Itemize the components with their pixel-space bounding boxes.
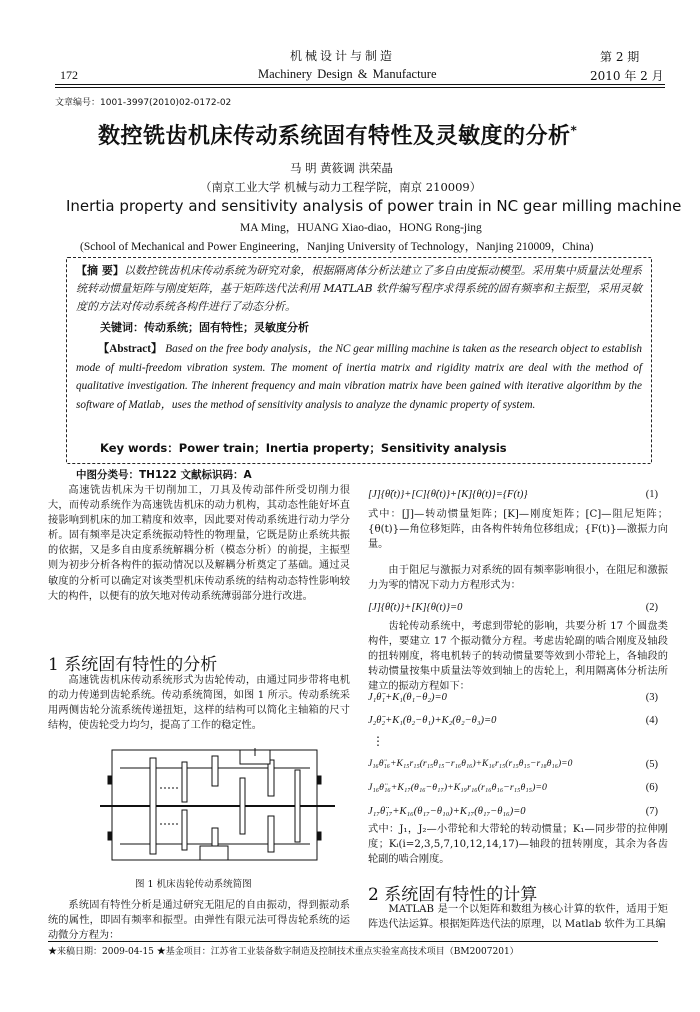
gear-8	[268, 816, 274, 852]
paragraph-damping-text: 由于阻尼与激振力对系统的固有频率影响很小，在阻尼和激振力为零的情况下动力方程形式为：	[368, 565, 668, 592]
section-2-paragraph: MATLAB 是一个以矩阵和数组为核心计算的软件，适用于矩阵迭代法运算。根据矩阵迭代法的原理，以 Matlab 软件为工具编	[368, 904, 668, 931]
equation-1	[368, 489, 668, 500]
gear-9	[295, 770, 300, 842]
classification: 中图分类号：TH122 文献标识码：A	[76, 469, 252, 481]
keywords-cn: 关键词：传动系统；固有特性；灵敏度分析	[100, 321, 309, 334]
equation-3-text: J₁θ̈₁+K₁(θ₁−θ₂)=0	[368, 692, 447, 703]
gear-7	[268, 760, 274, 796]
equation-7	[368, 806, 668, 817]
output-block	[200, 846, 228, 860]
journal-name-cn: 机械设计与制造	[290, 49, 396, 63]
gear-1	[150, 758, 156, 854]
intro-paragraph	[48, 483, 350, 604]
abstract-en-text: Based on the free body analysis，the NC gear milling machine is taken as the research object to establish mode of multi-freedom vibration system. The moment of inertia matrix and rigidity matrix are deal with the method of qualitative investigation. The inherent frequency and main vibration matrix have been gained with iterative algorithm by the software of Matlab，uses the method of sensitivity analysis to analyze the dynamic property of system.	[76, 343, 642, 411]
equation-5	[368, 759, 668, 769]
equation-5-text: J₁₆θ̈₁₆+K₁₅r₁₅(r₁₅θ₁₅−r₁₆θ₁₆)+K₁₆r₁₅(r₁₅θ₁₅−r₁₈θ₁₆)=0	[368, 759, 573, 769]
equation-4-number: (4)	[645, 715, 658, 726]
equation-2-number: (2)	[645, 602, 658, 613]
section-2-text	[368, 902, 668, 932]
paragraph-gear-system	[368, 619, 668, 694]
journal-name-en: Machinery Design & Manufacture	[258, 67, 437, 81]
after-figure-text: 系统固有特性分析是通过研究无阻尼的自由振动，得到振动系统的属性，即固有频率和振型。由弹性有限元法可得齿轮系统的运动微分方程为：	[48, 900, 350, 942]
issue-number: 第 2 期	[600, 50, 640, 64]
section-1-paragraph: 高速铣齿机床传动系统形式为齿轮传动，由通过同步带将电机的动力传递到齿轮系统。传动系统简图，如图 1 所示。传动系统采用两侧齿轮分流系统传递扭矩，这样的结构可以简化主轴箱的尺寸结构，使齿轮受力均匀，提高了工作的稳定性。	[48, 675, 350, 732]
page-number: 172	[60, 68, 78, 82]
equation-3	[368, 692, 668, 703]
section-1-text	[48, 673, 350, 733]
equation-7-number: (7)	[645, 806, 658, 817]
after-figure-paragraph	[48, 898, 350, 943]
issue-date: 2010 年 2 月	[590, 69, 664, 83]
title-en: Inertia property and sensitivity analysis of power train in NC gear milling machine	[66, 197, 682, 215]
left-bearing-bottom	[108, 832, 112, 840]
right-bearing-top	[317, 776, 321, 784]
section-2-title: 2 系统固有特性的计算	[368, 885, 538, 905]
abstract-cn-label: 【摘 要】	[76, 264, 124, 277]
equation-4	[368, 715, 668, 726]
paragraph-damping	[368, 563, 668, 593]
equation-ellipsis: ⋮	[372, 734, 384, 748]
article-id: 文章编号：1001-3997(2010)02-0172-02	[55, 98, 232, 108]
affiliation-cn: （南京工业大学 机械与动力工程学院，南京 210009）	[200, 180, 482, 194]
equation-7-explanation: 式中：J₁，J₂—小带轮和大带轮的转动惯量；K₁—同步带的拉伸刚度；Kᵢ(i=2,3,5,7,10,12,14,17)—轴段的扭转刚度，其余为各齿轮副的啮合刚度。	[368, 824, 668, 866]
gear-6	[240, 778, 245, 834]
abstract-en-label: 【Abstract】	[98, 343, 163, 355]
equation-6	[368, 782, 668, 793]
equation-1-number: (1)	[645, 489, 658, 500]
right-bearing-bottom	[317, 832, 321, 840]
equation-1-explanation: 式中：[J]—转动惯量矩阵；[K]—刚度矩阵；[C]—阻尼矩阵；{θ(t)}—角位移矩阵，由各构件转角位移组成；{F(t)}—激振力向量。	[368, 509, 668, 551]
affiliation-en: (School of Mechanical and Power Engineering，Nanjing University of Technology，Nanjing 210009，China)	[80, 241, 594, 253]
equation-4-text: J₂θ̈₂+K₁(θ₂−θ₁)+K₂(θ₂−θ₃)=0	[368, 715, 497, 726]
left-bearing-top	[108, 776, 112, 784]
authors-en: MA Ming，HUANG Xiao-diao，HONG Rong-jing	[240, 222, 482, 234]
footnote-rule	[48, 941, 658, 942]
abstract-cn	[76, 262, 642, 316]
title-cn	[98, 119, 577, 150]
equation-1-text: [J]{θ̈(t)}+[C]{θ̇(t)}+[K]{θ(t)}={F(t)}	[368, 489, 528, 500]
gear-4	[212, 756, 218, 786]
gear-2	[182, 762, 187, 802]
paragraph-gear-system-text: 齿轮传动系统中，考虑到带轮的影响，共要分析 17 个圆盘类构件，要建立 17 个振动微分方程。考虑齿轮副的啮合刚度及轴段的扭转刚度，将电机转子的转动惯量要等效到小带轮上，各轴段的转动惯量按集中质量法等效到轴上的齿轮上，利用隔离体分析法所建立的振动方程如下：	[368, 621, 668, 693]
intro-text: 高速铣齿机床为干切削加工，刀具及传动部件所受切削力很大，而传动系统作为高速铣齿机床的动力机构，其动态性能好坏直接影响到机床的加工精度和效率，因此要对传动系统进行动力学分析。固有频率是决定系统振动特性的物理量，它既是防止系统共振的依据，又是多自由度系统解耦分析（模态分析）的前提，主振型则为初步分析各构件的振动情况以及解耦分析奠定了基础。通过灵敏度的分析可以确定对该类型机床传动系统的结构动态特性影响较大的构件，以便有的放矢地对传动系统薄弱部分进行改进。	[48, 485, 350, 602]
title-cn-text: 数控铣齿机床传动系统固有特性及灵敏度的分析	[98, 124, 571, 149]
abstract-en	[76, 340, 642, 414]
header-rule-bottom	[55, 87, 665, 88]
authors-cn: 马 明 黄筱调 洪荣晶	[290, 161, 393, 175]
title-footnote-mark: *	[570, 123, 578, 138]
equation-5-number: (5)	[645, 759, 658, 770]
header-rule-top	[55, 84, 665, 85]
figure-1-caption: 图 1 机床齿轮传动系统简图	[135, 879, 252, 890]
abstract-cn-text: 以数控铣齿机床传动系统为研究对象，根据隔离体分析法建立了多自由度振动模型。采用集中质量法处理系统转动惯量矩阵与刚度矩阵，基于矩阵迭代法利用 MATLAB 软件编写程序求得系统的固有频率和主振型，采用灵敏度的方法对传动系统各构件进行了动态分析。	[76, 264, 642, 313]
keywords-en: Key words：Power train；Inertia property；Sensitivity analysis	[100, 441, 507, 455]
equation-6-number: (6)	[645, 782, 658, 793]
gear-train-diagram	[90, 748, 345, 866]
section-1-title: 1 系统固有特性的分析	[48, 655, 218, 675]
equation-2	[368, 602, 668, 613]
footnote: ★来稿日期：2009-04-15 ★基金项目：江苏省工业装备数字制造及控制技术重点实验室高技术项目（BM2007201）	[48, 947, 519, 957]
equation-2-text: [J]{θ̈(t)}+[K]{θ(t)}=0	[368, 602, 463, 613]
equation-7-text: J₁₇θ̈₁₇+K₁₆(θ₁₇−θ₁₀)+K₁₇(θ₁₇−θ₁₆)=0	[368, 806, 526, 817]
equation-3-number: (3)	[645, 692, 658, 703]
equation-6-text: J₁₆θ̈₁₆+K₁₇(θ₁₆−θ₁₇)+K₁₉r₁₆(r₁₆θ₁₆−r₁₅θ₁₅)=0	[368, 782, 547, 793]
gear-3	[182, 810, 187, 850]
